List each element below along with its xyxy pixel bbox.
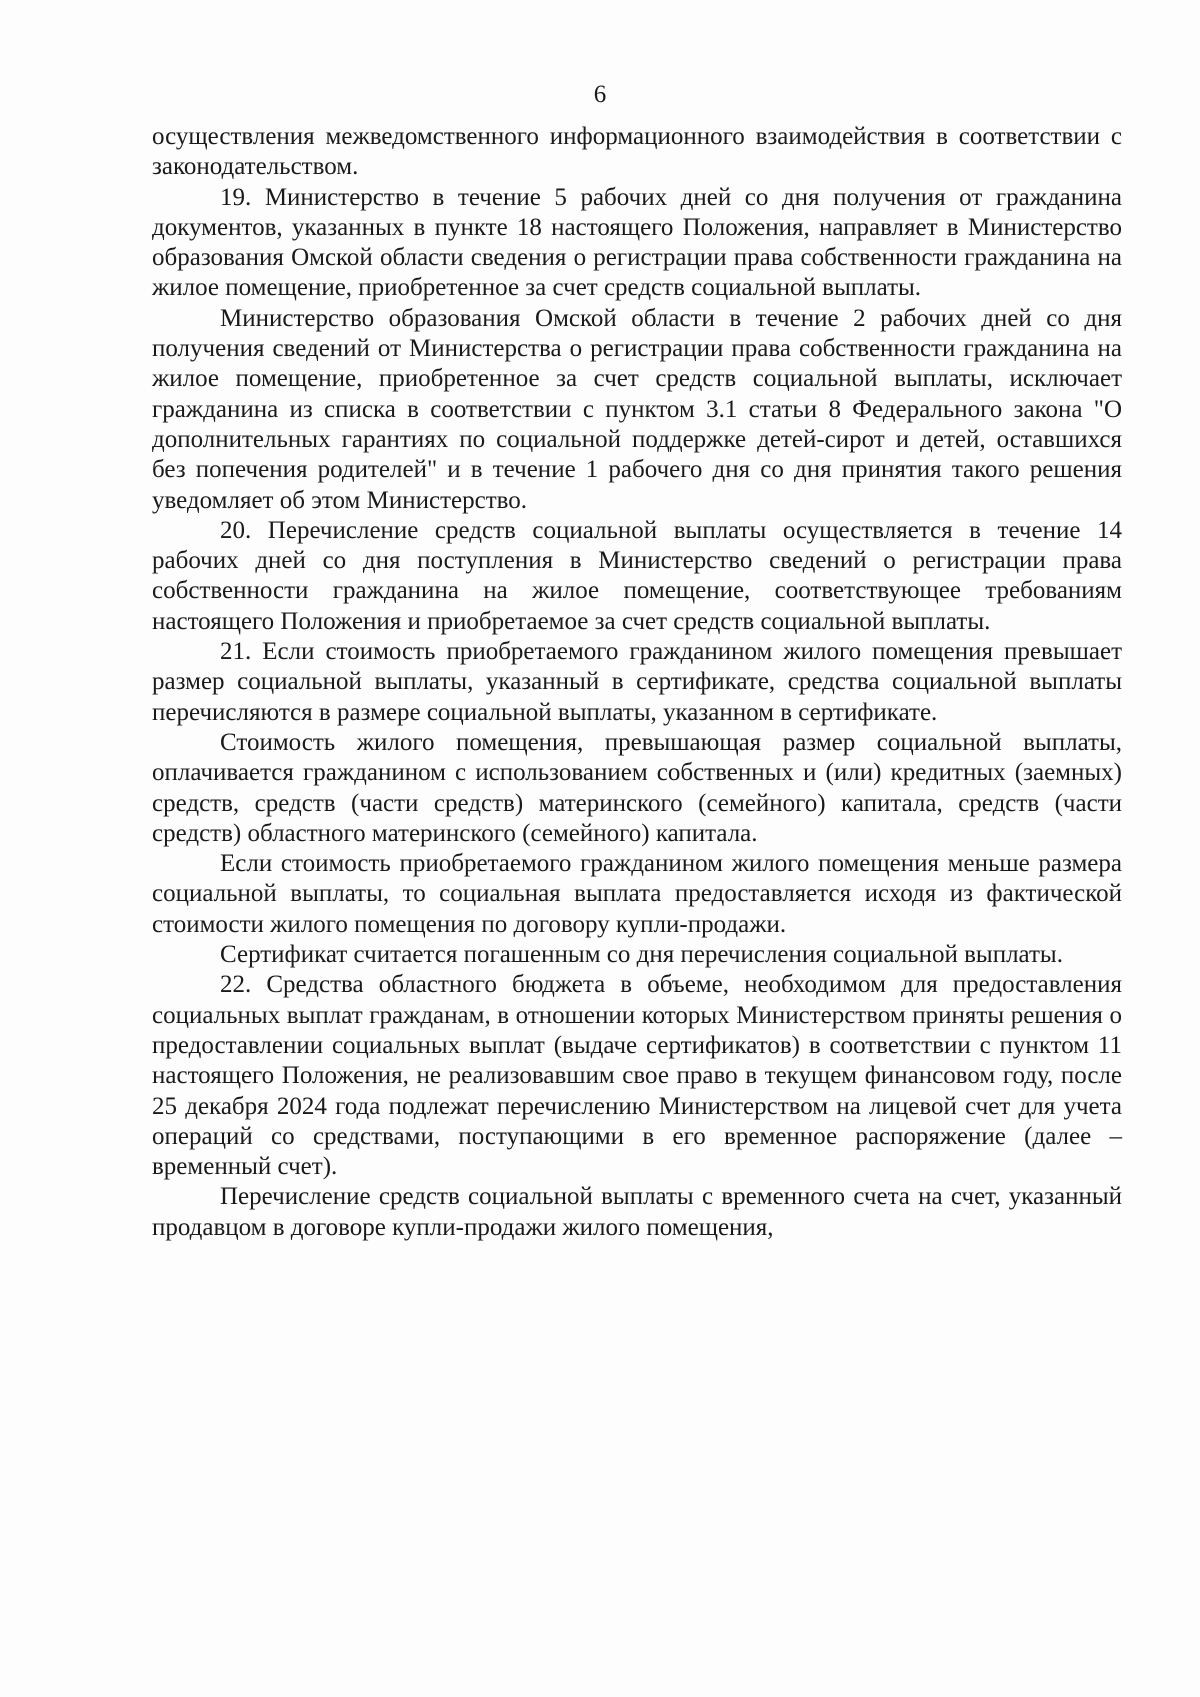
paragraph-item-19-ministry-education: Министерство образования Омской области в течение 2 рабочих дней со дня получения сведений от Министерства о регистрации права собственности гражданина на жилое помещение, приобретенное за счет средств социальной выплаты, исключает гражданина из списка в соответствии с пунктом 3.1 статьи 8 Федерального закона "О дополнительных гарантиях по социальной поддержке детей-сирот и детей, оставшихся без попечения родителей" и в течение 1 рабочего дня со дня принятия такого решения уведомляет об этом Министерство. (152, 304, 1122, 514)
paragraph-item-21: 21. Если стоимость приобретаемого гражданином жилого помещения превышает размер социальной выплаты, указанный в сертификате, средства социальной выплаты перечисляются в размере социальной выплаты, указанном в сертификате. (152, 638, 1122, 726)
paragraph-item-22: 22. Средства областного бюджета в объеме, необходимом для предоставления социальных выплат гражданам, в отношении которых Министерством приняты решения о предоставлении социальных выплат (выдаче сертификатов) в соответствии с пунктом 11 настоящего Положения, не реализовавшим свое право в текущем финансовом году, после 25 декабря 2024 года подлежат перечислению Министерством на лицевой счет для учета операций со средствами, поступающими в его временное распоряжение (далее – временный счет). (152, 971, 1122, 1181)
paragraph-continuation: осуществления межведомственного информационного взаимодействия в соответствии с законодательством. (152, 123, 1122, 181)
document-body (152, 122, 1122, 1243)
paragraph-item-21-excess-cost: Стоимость жилого помещения, превышающая размер социальной выплаты, оплачивается гражданином с использованием собственных и (или) кредитных (заемных) средств, средств (части средств) материнского (семейного) капитала, средств (части средств) областного материнского (семейного) капитала. (152, 728, 1122, 847)
paragraph-item-19: 19. Министерство в течение 5 рабочих дней со дня получения от гражданина документов, указанных в пункте 18 настоящего Положения, направляет в Министерство образования Омской области сведения о регистрации права собственности гражданина на жилое помещение, приобретенное за счет средств социальной выплаты. (152, 183, 1122, 302)
paragraph-item-20: 20. Перечисление средств социальной выплаты осуществляется в течение 14 рабочих дней со дня поступления в Министерство сведений о регистрации права собственности гражданина на жилое помещение, соответствующее требованиям настоящего Положения и приобретаемое за счет средств социальной выплаты. (152, 516, 1122, 635)
page-number: 6 (593, 81, 607, 108)
paragraph-item-21-certificate-redeemed: Сертификат считается погашенным со дня перечисления социальной выплаты. (220, 941, 1063, 969)
paragraph-item-22-temporary-account: Перечисление средств социальной выплаты с временного счета на счет, указанный продавцом в договоре купли-продажи жилого помещения, (152, 1183, 1122, 1241)
paragraph-item-21-lower-cost: Если стоимость приобретаемого гражданином жилого помещения меньше размера социальной выплаты, то социальная выплата предоставляется исходя из фактической стоимости жилого помещения по договору купли-продажи. (152, 850, 1122, 938)
